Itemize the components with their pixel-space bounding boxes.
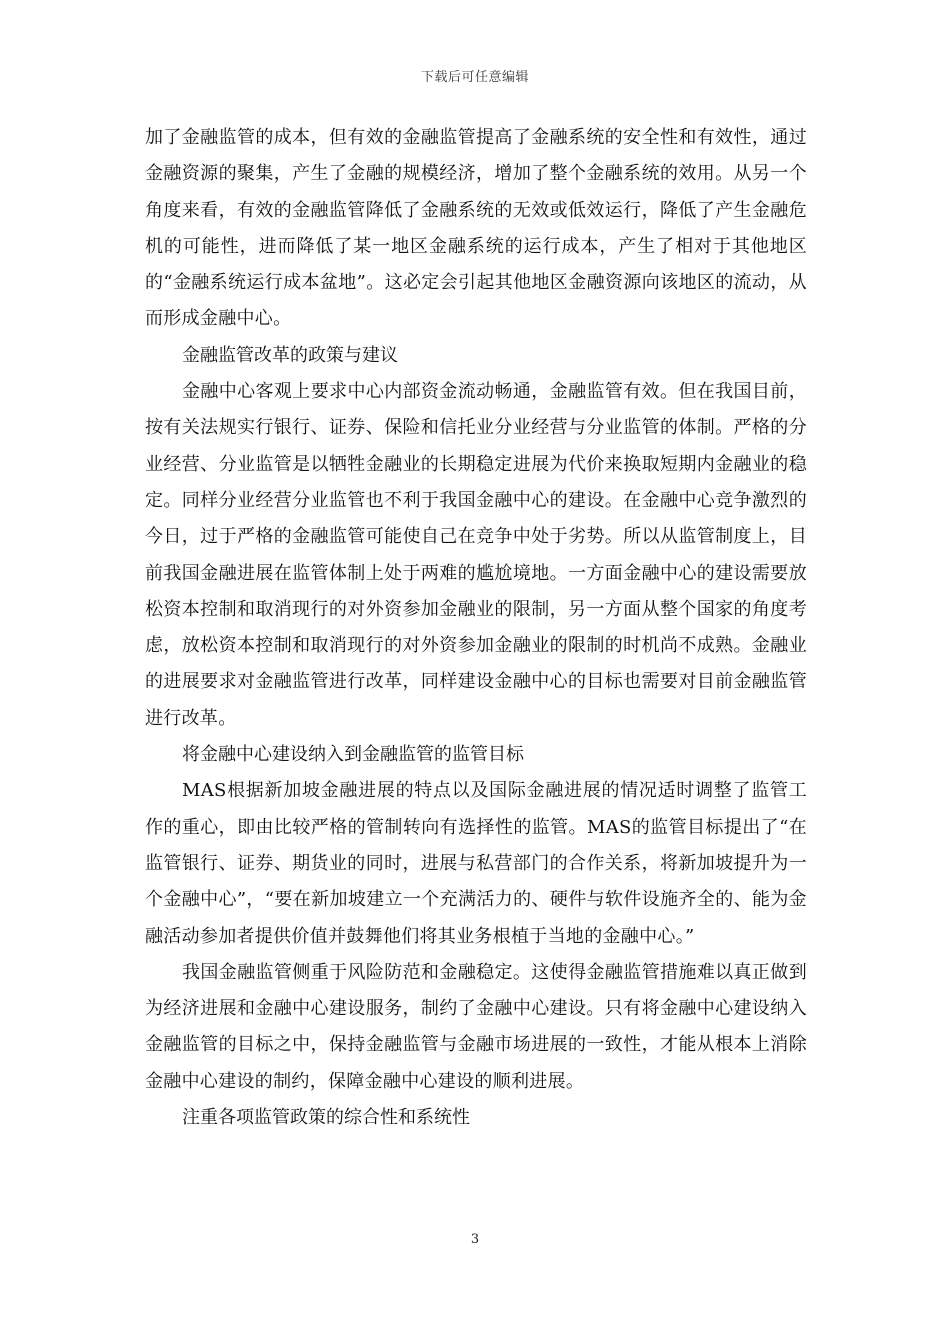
- page-number: 3: [470, 1232, 480, 1247]
- document-body: [145, 120, 807, 1136]
- paragraph-4: 我国金融监管侧重于风险防范和金融稳定。这使得金融监管措施难以真正做到为经济进展和金融中心建设服务，制约了金融中心建设。只有将金融中心建设纳入金融监管的目标之中，保持金融监管与金融市场进展的一致性，才能从根本上消除金融中心建设的制约，保障金融中心建设的顺利进展。: [145, 961, 807, 1092]
- section-heading-2: 将金融中心建设纳入到金融监管的监管目标: [182, 744, 524, 766]
- paragraph-1: 加了金融监管的成本，但有效的金融监管提高了金融系统的安全性和有效性，通过金融资源的聚集，产生了金融的规模经济，增加了整个金融系统的效用。从另一个角度来看，有效的金融监管降低了金融系统的无效或低效运行，降低了产生金融危机的可能性，进而降低了某一地区金融系统的运行成本，产生了相对于其他地区的“金融系统运行成本盆地”。这必定会引起其他地区金融资源向该地区的流动，从而形成金融中心。: [145, 127, 807, 330]
- section-heading-1: 金融监管改革的政策与建议: [182, 344, 398, 366]
- section-heading-3: 注重各项监管政策的综合性和系统性: [182, 1107, 470, 1129]
- page-header: 下载后可任意编辑: [420, 70, 529, 85]
- paragraph-2: 金融中心客观上要求中心内部资金流动畅通，金融监管有效。但在我国目前，按有关法规实行银行、证券、保险和信托业分业经营与分业监管的体制。严格的分业经营、分业监管是以牺牲金融业的长期稳定进展为代价来换取短期内金融业的稳定。同样分业经营分业监管也不利于我国金融中心的建设。在金融中心竞争激烈的今日，过于严格的金融监管可能使自己在竞争中处于劣势。所以从监管制度上，目前我国金融进展在监管体制上处于两难的尴尬境地。一方面金融中心的建设需要放松资本控制和取消现行的对外资参加金融业的限制，另一方面从整个国家的角度考虑，放松资本控制和取消现行的对外资参加金融业的限制的时机尚不成熟。金融业的进展要求对金融监管进行改革，同样建设金融中心的目标也需要对目前金融监管进行改革。: [145, 381, 807, 729]
- paragraph-3: MAS根据新加坡金融进展的特点以及国际金融进展的情况适时调整了监管工作的重心，即由比较严格的管制转向有选择性的监管。MAS的监管目标提出了“在监管银行、证券、期货业的同时，进展与私营部门的合作关系，将新加坡提升为一个金融中心”，“要在新加坡建立一个充满活力的、硬件与软件设施齐全的、能为金融活动参加者提供价值并鼓舞他们将其业务根植于当地的金融中心。”: [145, 780, 807, 947]
